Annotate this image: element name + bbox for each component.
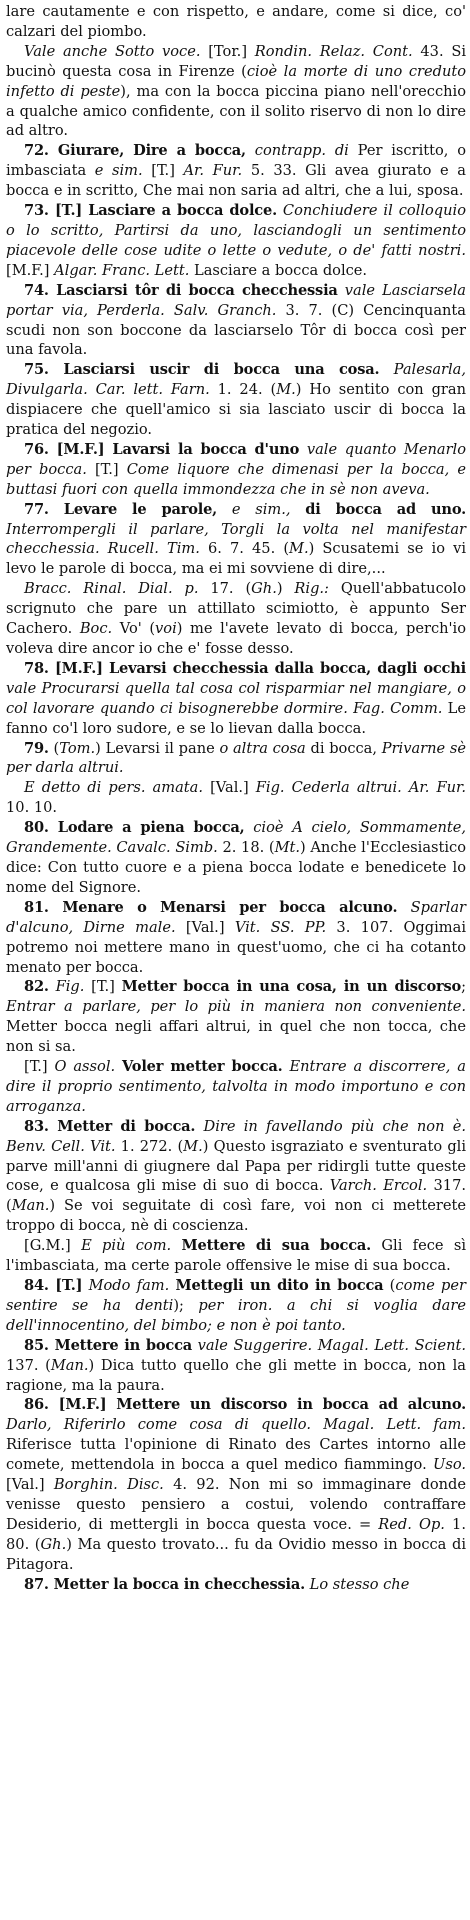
italic-text: Vit. SS. PP. [234,918,327,936]
headword: Voler metter bocca. [122,1058,283,1076]
headword: 75. Lasciarsi uscir di bocca una cosa. [24,361,380,379]
body-text: [Tor.] [200,42,255,60]
italic-text: Fig. Cederla altrui. Ar. Fur. [255,779,466,797]
body-text: [T.] [24,1058,55,1076]
italic-text: Ar. Fur. [183,162,243,180]
body-text: [G.M.] [24,1237,82,1255]
body-text: ( [383,1277,396,1294]
body-text [379,361,393,378]
body-text: 43. Si bucinò questa cosa in Firenze ( [6,42,466,80]
entry-paragraph [6,1575,466,1595]
body-text: Quell'abbatucolo scrignuto che pare un attillato scimiotto, è appunto Ser Cachero. [6,580,466,638]
italic-text: Dire in favellando più che non è. Benv. Cell. Vit. [6,1117,467,1155]
headword: 78. [M.F.] Levarsi checchessia dalla bocca, dagli occhi [24,659,466,677]
body-text: 17. ( [198,580,252,598]
italic-text: Algar. Franc. Lett. [54,261,190,279]
body-text: 3. 7. (C) Cencinquanta scudi non son boccone da lasciarselo Tôr di bocca così per una favola. [6,301,466,359]
italic-text: Interrompergli il parlare, Torgli la volta nel manifestar checchessia. Rucell. Tim. [6,520,466,558]
headword: 76. [M.F.] Lavarsi la bocca d'uno [24,440,300,458]
headword: 86. [M.F.] Mettere un discorso in bocca ad alcuno. [24,1396,466,1414]
italic-text: Darlo, Riferirlo come cosa di quello. Magal. Lett. fam. [6,1416,466,1434]
body-text: ) Scusatemi se io vi levo le parole di bocca, ma ei mi sovviene di dire,... [6,540,467,578]
body-text: 1. 80. ( [6,1515,466,1553]
headword: Mettere di sua bocca. [181,1237,372,1255]
body-text: Metter bocca negli affari altrui, in quel che non tocca, che non si sa. [6,1018,466,1056]
body-text [246,142,255,159]
body-text [49,978,56,995]
body-text: 5. 33. Gli avea giurato e a bocca e in scritto, Che mai non saria ad altri, che a lui, sposa. [6,162,466,200]
entry-paragraph [6,201,466,281]
body-text: Le fanno co'l loro sudore, e se lo lievan dalla bocca. [6,699,466,737]
italic-text: Conchiudere il colloquio o lo scritto, Partirsi da uno, lasciandogli un sentimento piacevole delle cose udite o lette o vedute, o de' fatti nostri. [6,202,466,259]
body-text: [Val.] [6,1476,54,1494]
headword: 72. Giurare, Dire a bocca, [24,142,246,160]
body-text [397,899,410,916]
italic-text: Vale anche Sotto voce. [24,42,201,60]
italic-text: E detto di pers. amata. [24,779,204,797]
italic-text: Sparlar d'alcuno, Dirne male. [6,898,467,936]
body-text [338,282,345,299]
italic-text: E più com. [81,1237,172,1255]
body-text: Gli fece sì l'imbasciata, ma certe parole offensive le mise di sua bocca. [6,1237,467,1275]
entry-paragraph [6,1057,466,1117]
headword: 79. [24,739,49,757]
body-text: 3. 107. Oggimai potremo noi mettere mano in quest'uomo, che ci ha cotanto menato per bocca. [6,918,466,976]
italic-text: Fig. [55,978,85,996]
headword: 73. [T.] Lasciare a bocca dolce. [24,202,277,220]
headword: 80. Lodare a piena bocca, [24,819,245,837]
italic-text: voi [155,620,177,638]
entry-paragraph [6,977,466,1057]
italic-text: cioè la morte di uno creduto infetto di peste [6,62,467,100]
headword: 83. Metter di bocca. [24,1117,196,1135]
italic-text: e sim., [231,500,291,518]
entry-paragraph [6,281,466,361]
body-text: ) Anche l'Ecclesiastico dice: Con tutto cuore e a piena bocca lodate e benedicete lo nome del Signore. [6,839,467,896]
body-text: ) Dica tutto quello che gli mette in bocca, non la ragione, ma la paura. [6,1356,466,1394]
italic-text: O assol. [54,1058,116,1076]
headword: 87. Metter la bocca in checchessia. [24,1575,305,1593]
italic-text: Lo stesso che [309,1575,410,1593]
italic-text: per iron. a chi si voglia dare dell'innocentino, del bimbo; e non è poi tanto. [6,1296,466,1334]
body-text: ; [461,978,466,996]
body-text [245,819,254,836]
headword: Mettegli un dito in bocca [175,1277,384,1294]
body-text: 1. 272. ( [115,1137,184,1155]
italic-text: Gh. [40,1535,67,1553]
entry-paragraph [6,440,466,500]
body-text: Riferisce tutta l'opinione di Rinato des Cartes intorno alle comete, mettendola in bocca a quel medico fiammingo. [6,1436,466,1474]
italic-text: Man. [50,1356,89,1374]
italic-text: e sim. [94,162,143,180]
body-text: ) Levarsi il pane [95,739,220,757]
body-text: [Val.] [175,918,235,936]
italic-text: Entrar a parlare, per lo più in maniera non conveniente. [6,998,466,1016]
italic-text: contrapp. di [254,142,349,160]
italic-text: Come liquore che dimenasi per la bocca, e buttasi fuori con quella immondezza che in sè non aveva. [6,460,466,498]
italic-text: vale Procurarsi quella tal cosa col risparmiar nel mangiare, o col lavorare quando ci bisognerebbe dormire. Fag. Comm. [6,679,466,717]
headword: 84. [T.] [24,1277,83,1294]
entry-paragraph [6,42,466,142]
body-text [195,1118,203,1135]
headword: 74. Lasciarsi tôr di bocca checchessia [24,281,338,299]
body-text: [M.F.] [6,261,55,279]
italic-text: M. [183,1137,203,1155]
body-text: 2. 18. ( [217,839,275,857]
entry-paragraph [6,2,466,42]
body-text: Lasciare a bocca dolce. [189,261,368,279]
body-text: 4. 92. Non mi so immaginare donde venisse questo pensiero a costui, volendo contraffare Desiderio, di mettergli in bocca questa voce. = [6,1476,466,1533]
headword: Metter bocca in una cosa, in un discorso [121,978,462,996]
italic-text: Privarne sè per darla altrui. [6,739,467,777]
italic-text: M. [276,381,296,399]
italic-text: come per sentire se ha denti [6,1277,467,1314]
body-text: ) me l'avete levato di bocca, perch'io voleva dire ancor io che e' fosse desso. [6,620,466,657]
body-text [299,441,307,458]
italic-text: Palesarla, Divulgarla. Car. lett. Farn. [6,361,467,399]
entry-paragraph [6,141,466,201]
body-text: ( [48,739,60,757]
body-text: [T.] [84,978,122,996]
body-text [291,501,306,518]
headword: 81. Menare o Menarsi per bocca alcuno. [24,898,398,916]
body-text: 10. 10. [6,799,58,817]
headword: 77. Levare le parole, [24,500,218,518]
body-text: ) Questo isgraziato e sventurato gli parve mill'anni di giugnere dal Papa per ridirgli tutte queste cose, e qualcosa gli mise di suo di bocca. [6,1137,466,1195]
entry-paragraph [6,1117,466,1236]
headword: 85. Mettere in bocca [24,1336,193,1354]
body-text: Per iscritto, o imbasciata [6,142,467,180]
body-text: 317. ( [6,1177,467,1215]
italic-text: M. [289,540,309,558]
entry-paragraph [6,500,466,580]
entry-paragraph [6,1276,466,1336]
italic-text: Borghin. Disc. [53,1476,164,1494]
italic-text: Man. [11,1197,50,1215]
body-text: ) [276,580,295,598]
body-text [115,1058,122,1075]
italic-text: Uso. [433,1456,466,1474]
body-text [217,501,232,518]
italic-text: Gh. [251,580,277,598]
entry-paragraph [6,579,466,659]
body-text: [Val.] [203,779,256,797]
body-text: di bocca, [305,739,382,757]
italic-text: cioè A cielo, Sommamente, Grandemente. Cavalc. Simb. [6,819,466,857]
headword: 82. [24,978,49,996]
italic-text: Entrare a discorrere, a dire il proprio sentimento, talvolta in modo importuno e con arroganza. [6,1058,467,1115]
body-text: [T.] [86,460,127,478]
entry-paragraph [6,1236,466,1276]
body-text: ), ma con la bocca piccina piano nell'orecchio a qualche amico confidente, con il solito riservo di non lo dire ad altro. [6,82,466,140]
body-text: ); [173,1296,199,1314]
italic-text: Rig.: [294,580,329,598]
entry-paragraph [6,739,466,779]
entry-paragraph [6,898,466,978]
body-text: 6. 7. 45. ( [199,540,290,558]
body-text: ) Se voi seguitate di così fare, voi non ci metterete troppo di bocca, nè di coscienza. [6,1197,466,1235]
italic-text: vale Suggerire. Magal. Lett. Scient. [197,1336,467,1354]
body-text: Vo' ( [112,620,156,638]
italic-text: Mt. [274,839,301,857]
body-text: lare cautamente e con rispetto, e andare, come si dice, co' calzari del piombo. [6,3,466,40]
body-text: 1. 24. ( [209,381,277,399]
italic-text: Tom. [59,739,96,757]
entry-paragraph [6,659,466,739]
body-text: [T.] [142,162,184,180]
italic-text: Modo fam. [88,1277,170,1294]
italic-text: Rondin. Relaz. Cont. [254,42,413,60]
body-text: ) Ma questo trovato... fu da Ovidio messo in bocca di Pitagora. [6,1535,466,1573]
italic-text: Boc. [79,620,113,638]
entry-paragraph [6,1336,466,1396]
italic-text: o altra cosa [219,739,306,757]
italic-text: vale Lasciarsela portar via, Perderla. Salv. Granch. [6,281,467,319]
entry-paragraph [6,818,466,898]
body-text [171,1237,181,1254]
body-text: ) Ho sentito con gran dispiacere che quell'amico si sia lasciato uscir di bocca la pratica del negozio. [6,381,466,439]
italic-text: vale quanto Menarlo per bocca. [6,440,466,478]
body-text: 137. ( [6,1356,51,1374]
italic-text: Bracc. Rinal. Dial. p. [24,580,199,598]
italic-text: Varch. Ercol. [329,1177,428,1195]
headword: di bocca ad uno. [305,500,467,518]
entry-paragraph [6,1395,466,1574]
italic-text: Red. Op. [378,1515,445,1533]
entry-paragraph [6,778,466,818]
entry-paragraph [6,360,466,440]
